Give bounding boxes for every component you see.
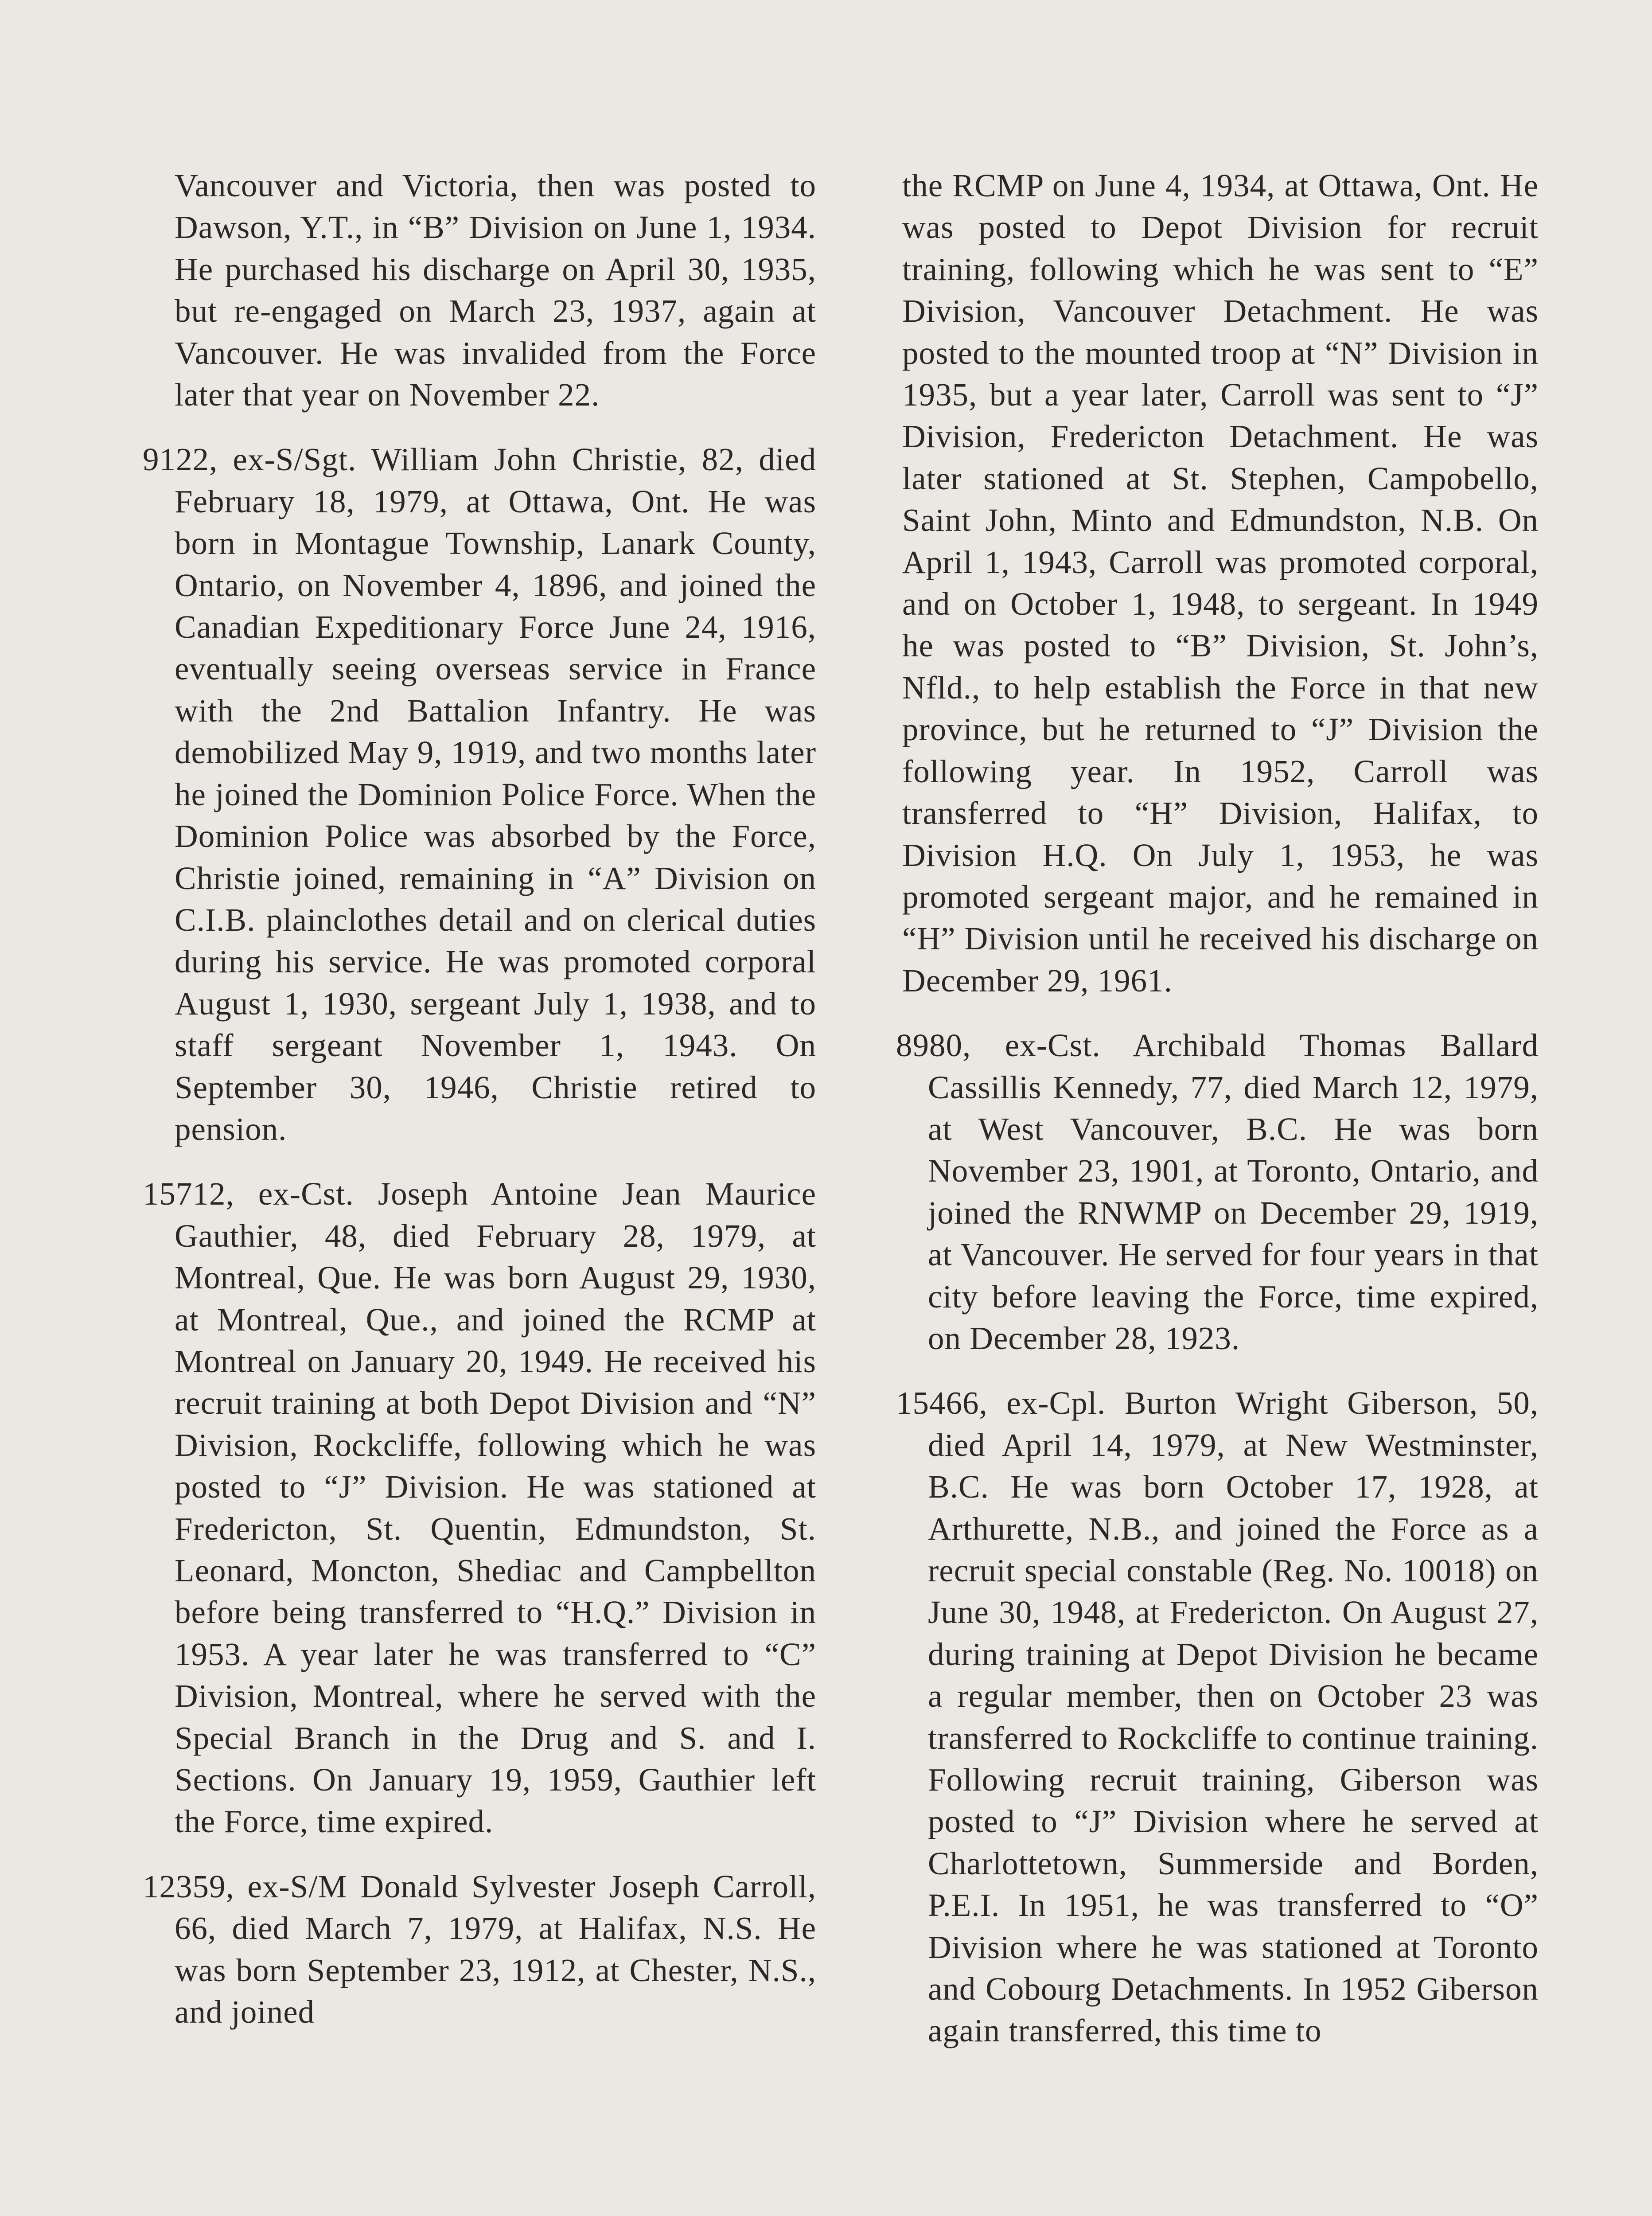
obituary-entry: Vancouver and Victoria, then was posted to Dawson, Y.T., in “B” Division on June 1, 1934. He purchased his discharge on April 30, 1935, but re-engaged on March 23, 1937, again at Vancouver. He was invalided from the Force later that year on November 22.: [175, 168, 816, 413]
right-column: [896, 165, 1539, 2075]
obituary-entry: 12359, ex-S/M Donald Sylvester Joseph Carroll, 66, died March 7, 1979, at Halifax, N.S. He was born September 23, 1912, at Chester, N.S., and joined: [143, 1868, 816, 2030]
obituary-entry: 8980, ex-Cst. Archibald Thomas Ballard Cassillis Kennedy, 77, died March 12, 1979, at West Vancouver, B.C. He was born November 23, 1901, at Toronto, Ontario, and joined the RNWMP on December 29, 1919, at Vancouver. He served for four years in that city before leaving the Force, time expired, on December 28, 1923.: [896, 1027, 1539, 1356]
left-column: [143, 165, 816, 2056]
obituary-entry: 15466, ex-Cpl. Burton Wright Giberson, 50, died April 14, 1979, at New Westminster, B.C. He was born October 17, 1928, at Arthurette, N.B., and joined the Force as a recruit special constable (Reg. No. 10018) on June 30, 1948, at Fredericton. On August 27, during training at Depot Division he became a regular member, then on October 23 was transferred to Rockcliffe to continue training. Following recruit training, Giberson was posted to “J” Division where he served at Charlottetown, Summerside and Borden, P.E.I. In 1951, he was transferred to “O” Division where he was stationed at Toronto and Cobourg Detachments. In 1952 Giberson again transferred, this time to: [896, 1385, 1539, 2049]
obituary-entry: 9122, ex-S/Sgt. William John Christie, 82, died February 18, 1979, at Ottawa, Ont. He was born in Montague Township, Lanark County, Ontario, on November 4, 1896, and joined the Canadian Expeditionary Force June 24, 1916, eventually seeing overseas service in France with the 2nd Battalion Infantry. He was demobilized May 9, 1919, and two months later he joined the Dominion Police Force. When the Dominion Police was absorbed by the Force, Christie joined, remaining in “A” Division on C.I.B. plainclothes detail and on clerical duties during his service. He was promoted corporal August 1, 1930, sergeant July 1, 1938, and to staff sergeant November 1, 1943. On September 30, 1946, Christie retired to pension.: [143, 441, 816, 1147]
obituary-entry: the RCMP on June 4, 1934, at Ottawa, Ont. He was posted to Depot Division for recruit training, following which he was sent to “E” Division, Vancouver Detachment. He was posted to the mounted troop at “N” Division in 1935, but a year later, Carroll was sent to “J” Division, Fredericton Detachment. He was later stationed at St. Stephen, Campobello, Saint John, Minto and Edmundston, N.B. On April 1, 1943, Carroll was promoted corporal, and on October 1, 1948, to sergeant. In 1949 he was posted to “B” Division, St. John’s, Nfld., to help establish the Force in that new province, but he returned to “J” Division the following year. In 1952, Carroll was transferred to “H” Division, Halifax, to Division H.Q. On July 1, 1953, he was promoted sergeant major, and he remained in “H” Division until he received his discharge on December 29, 1961.: [902, 168, 1539, 999]
obituary-entry: 15712, ex-Cst. Joseph Antoine Jean Maurice Gauthier, 48, died February 28, 1979, at Montreal, Que. He was born August 29, 1930, at Montreal, Que., and joined the RCMP at Montreal on January 20, 1949. He received his recruit training at both Depot Division and “N” Division, Rockcliffe, following which he was posted to “J” Division. He was stationed at Fredericton, St. Quentin, Edmundston, St. Leonard, Moncton, Shediac and Campbellton before being transferred to “H.Q.” Division in 1953. A year later he was transferred to “C” Division, Montreal, where he served with the Special Branch in the Drug and S. and I. Sections. On January 19, 1959, Gauthier left the Force, time expired.: [143, 1176, 816, 1840]
